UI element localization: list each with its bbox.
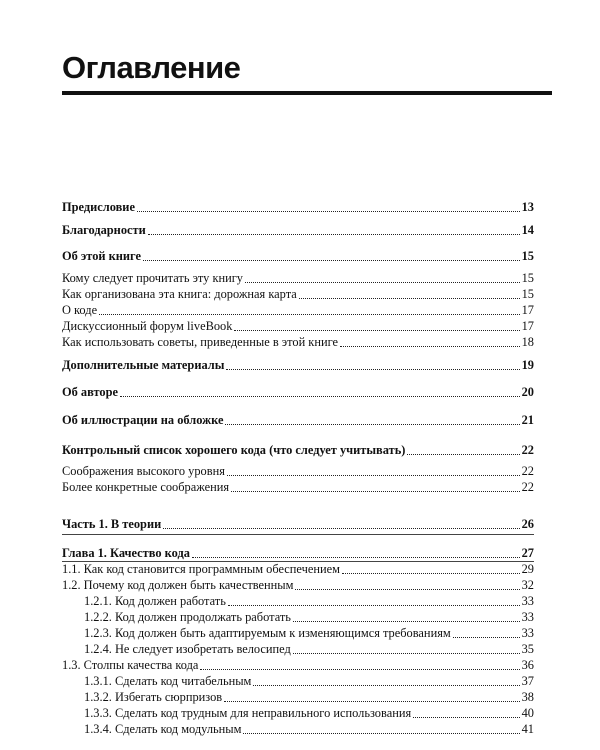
toc-entry-label: Дискуссионный форум liveBook [62, 319, 233, 333]
toc-entry-cover-illustration[interactable] [62, 412, 534, 428]
toc-entry-page: 38 [521, 690, 534, 704]
toc-entry-label: Как использовать советы, приведенные в этой книге [62, 335, 338, 349]
toc-entry-label: 1.3.4. Сделать код модульным [84, 722, 242, 736]
toc-entry-page: 35 [521, 642, 534, 656]
toc-entry-page: 40 [521, 706, 534, 720]
toc-entry-1-2[interactable] [62, 577, 534, 593]
toc-entry-page: 15 [521, 271, 534, 285]
toc-entry-1-2-3[interactable] [84, 625, 534, 641]
dot-leader [137, 211, 520, 212]
toc-entry-page: 17 [521, 319, 534, 333]
dot-leader [453, 637, 520, 638]
toc-entry-additional-materials[interactable] [62, 357, 534, 373]
toc-entry-high-level[interactable] [62, 463, 534, 479]
toc-entry-label: Контрольный список хорошего кода (что следует учитывать) [62, 443, 406, 457]
dot-leader [245, 282, 520, 283]
toc-entry-page: 15 [521, 287, 534, 301]
dot-leader [234, 330, 519, 331]
toc-entry-1-3-3[interactable] [84, 705, 534, 721]
toc-entry-page: 13 [521, 200, 534, 214]
toc-entry-specific[interactable] [62, 479, 534, 495]
toc-entry-label: О коде [62, 303, 98, 317]
toc-entry-page: 20 [521, 385, 534, 399]
toc-entry-label: Как организована эта книга: дорожная карта [62, 287, 297, 301]
toc-entry-chapter-1[interactable] [62, 545, 534, 561]
toc-entry-roadmap[interactable] [62, 286, 534, 302]
toc-entry-label: 1.2.4. Не следует изобретать велосипед [84, 642, 291, 656]
toc-entry-label: Кому следует прочитать эту книгу [62, 271, 243, 285]
toc-entry-1-2-4[interactable] [84, 641, 534, 657]
toc-entry-preface[interactable] [62, 199, 534, 215]
dot-leader [407, 454, 519, 455]
toc-entry-page: 17 [521, 303, 534, 317]
dot-leader [148, 234, 520, 235]
toc-entry-about-code[interactable] [62, 302, 534, 318]
toc-entry-1-3-1[interactable] [84, 673, 534, 689]
toc-entry-label: Предисловие [62, 200, 135, 214]
dot-leader [293, 653, 520, 654]
toc-entry-checklist[interactable] [62, 442, 534, 458]
toc-entry-1-3-4[interactable] [84, 721, 534, 737]
toc-entry-1-2-2[interactable] [84, 609, 534, 625]
toc-entry-1-1[interactable] [62, 561, 534, 577]
toc-entry-page: 32 [521, 578, 534, 592]
toc-entry-page: 33 [521, 610, 534, 624]
dot-leader [143, 260, 520, 261]
toc-entry-page: 33 [521, 626, 534, 640]
toc-entry-label: Часть 1. В теории [62, 517, 162, 531]
dot-leader [163, 528, 519, 529]
toc-entry-about-book[interactable] [62, 248, 534, 264]
toc-entry-who-should-read[interactable] [62, 270, 534, 286]
toc-entry-label: Об иллюстрации на обложке [62, 413, 224, 427]
part-divider [62, 534, 534, 535]
dot-leader [340, 346, 520, 347]
toc-entry-how-to-use-advice[interactable] [62, 334, 534, 350]
page-title: Оглавление [62, 50, 241, 85]
toc-entry-acknowledgements[interactable] [62, 222, 534, 238]
dot-leader [295, 589, 519, 590]
toc-entry-page: 37 [521, 674, 534, 688]
toc-entry-label: 1.3.1. Сделать код читабельным [84, 674, 252, 688]
toc-entry-label: 1.3. Столпы качества кода [62, 658, 199, 672]
toc-entry-label: Благодарности [62, 223, 146, 237]
dot-leader [228, 605, 520, 606]
toc-entry-label: 1.2.3. Код должен быть адаптируемым к изменяющимся требованиям [84, 626, 451, 640]
toc-entry-label: Об этой книге [62, 249, 142, 263]
dot-leader [200, 669, 519, 670]
toc-entry-part-1[interactable] [62, 516, 534, 532]
dot-leader [299, 298, 520, 299]
toc-entry-page: 15 [521, 249, 534, 263]
toc-entry-page: 22 [521, 480, 534, 494]
toc-entry-label: 1.2.1. Код должен работать [84, 594, 226, 608]
toc-entry-livebook-forum[interactable] [62, 318, 534, 334]
dot-leader [225, 424, 519, 425]
toc-entry-label: Об авторе [62, 385, 119, 399]
toc-entry-label: Глава 1. Качество кода [62, 546, 190, 560]
toc-entry-label: Более конкретные соображения [62, 480, 230, 494]
toc-entry-label: 1.3.3. Сделать код трудным для неправильного использования [84, 706, 412, 720]
toc-entry-page: 33 [521, 594, 534, 608]
dot-leader [192, 557, 520, 558]
toc-entry-page: 22 [521, 464, 534, 478]
dot-leader [243, 733, 519, 734]
dot-leader [120, 396, 520, 397]
toc-entry-page: 36 [521, 658, 534, 672]
toc-entry-page: 18 [521, 335, 534, 349]
toc-entry-label: 1.2. Почему код должен быть качественным [62, 578, 294, 592]
toc-entry-1-3[interactable] [62, 657, 534, 673]
toc-entry-page: 41 [521, 722, 534, 736]
toc-entry-1-2-1[interactable] [84, 593, 534, 609]
dot-leader [99, 314, 520, 315]
toc-entry-about-author[interactable] [62, 384, 534, 400]
dot-leader [413, 717, 519, 718]
toc-entry-label: 1.3.2. Избегать сюрпризов [84, 690, 223, 704]
toc-entry-page: 14 [521, 223, 534, 237]
toc-entry-page: 26 [521, 517, 534, 531]
toc-entry-label: 1.1. Как код становится программным обеспечением [62, 562, 340, 576]
toc-entry-1-3-2[interactable] [84, 689, 534, 705]
dot-leader [227, 475, 520, 476]
dot-leader [226, 369, 519, 370]
dot-leader [253, 685, 519, 686]
toc-entry-page: 27 [521, 546, 534, 560]
dot-leader [293, 621, 520, 622]
toc-entry-label: Дополнительные материалы [62, 358, 225, 372]
toc-entry-page: 19 [521, 358, 534, 372]
dot-leader [231, 491, 520, 492]
toc-entry-label: Соображения высокого уровня [62, 464, 225, 478]
toc-entry-page: 22 [521, 443, 534, 457]
toc-entry-page: 29 [521, 562, 534, 576]
toc-entry-label: 1.2.2. Код должен продолжать работать [84, 610, 291, 624]
toc-entry-page: 21 [521, 413, 534, 427]
dot-leader [342, 573, 520, 574]
dot-leader [224, 701, 519, 702]
